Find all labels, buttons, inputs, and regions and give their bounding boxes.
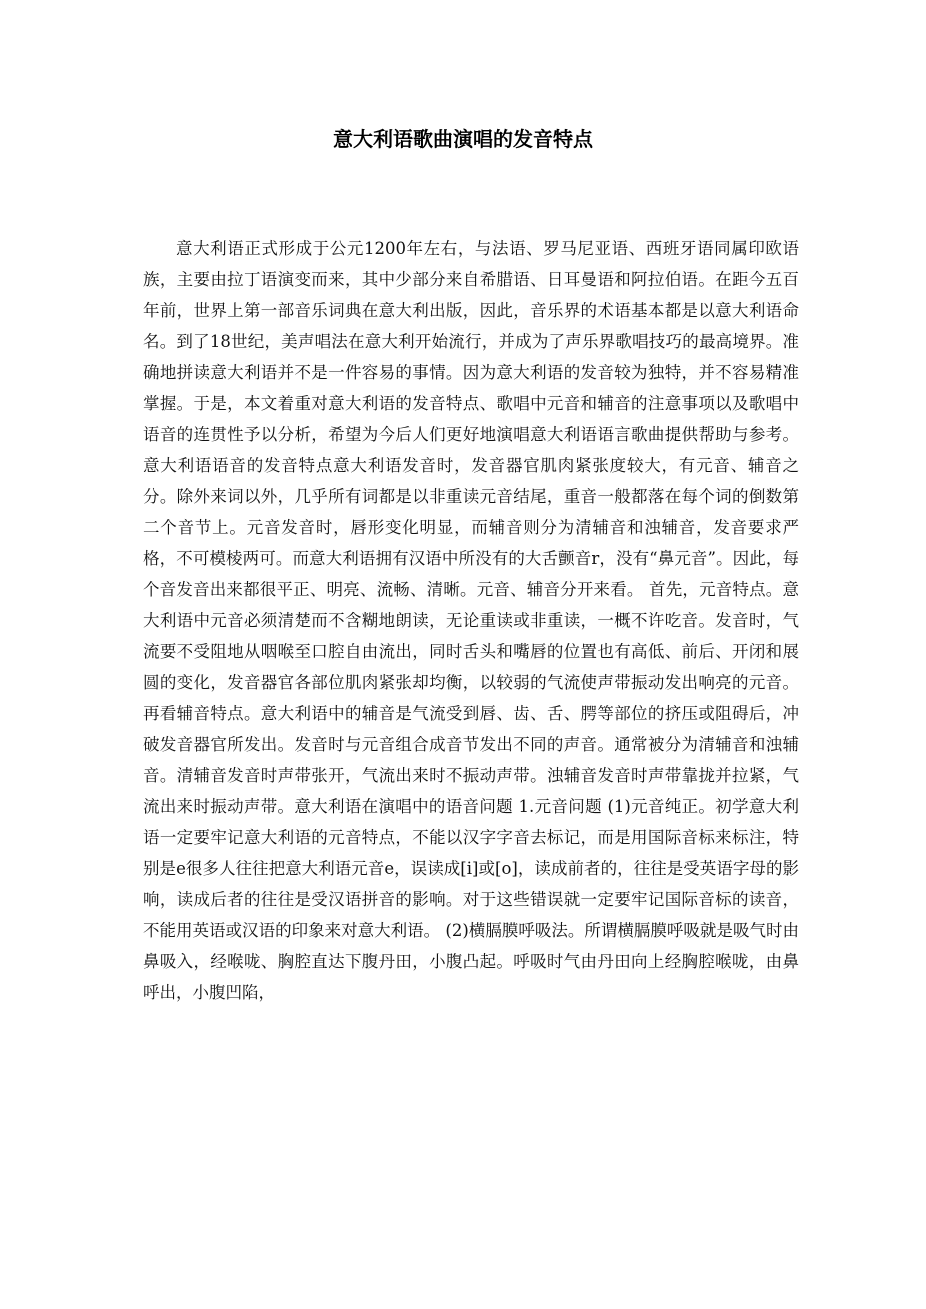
document-title: 意大利语歌曲演唱的发音特点 (333, 127, 593, 151)
document-body-paragraph: 意大利语正式形成于公元1200年左右，与法语、罗马尼亚语、西班牙语同属印欧语族，主要由拉丁语演变而来，其中少部分来自希腊语、日耳曼语和阿拉伯语。在距今五百年前，世界上第一部音乐词典在意大利出版，因此，音乐界的术语基本都是以意大利语命名。到了18世纪，美声唱法在意大利开始流行，并成为了声乐界歌唱技巧的最高境界。准确地拼读意大利语并不是一件容易的事情。因为意大利语的发音较为独特，并不容易精准掌握。于是，本文着重对意大利语的发音特点、歌唱中元音和辅音的注意事项以及歌唱中语音的连贯性予以分析，希望为今后人们更好地演唱意大利语语言歌曲提供帮助与参考。意大利语语音的发音特点意大利语发音时，发音器官肌肉紧张度较大，有元音、辅音之分。除外来词以外，几乎所有词都是以非重读元音结尾，重音一般都落在每个词的倒数第二个音节上。元音发音时，唇形变化明显，而辅音则分为清辅音和浊辅音，发音要求严格，不可模棱两可。而意大利语拥有汉语中所没有的大舌颤音r，没有“鼻元音”。因此，每个音发音出来都很平正、明亮、流畅、清晰。元音、辅音分开来看。 首先，元音特点。意大利语中元音必须清楚而不含糊地朗读，无论重读或非重读，一概不许吃音。发音时，气流要不受阻地从咽喉至口腔自由流出，同时舌头和嘴唇的位置也有高低、前后、开闭和展圆的变化，发音器官各部位肌肉紧张却均衡，以较弱的气流使声带振动发出响亮的元音。再看辅音特点。意大利语中的辅音是气流受到唇、齿、舌、腭等部位的挤压或阻碍后，冲破发音器官所发出。发音时与元音组合成音节发出不同的声音。通常被分为清辅音和浊辅音。清辅音发音时声带张开，气流出来时不振动声带。浊辅音发音时声带靠拢并拉紧，气流出来时振动声带。意大利语在演唱中的语音问题 1.元音问题 (1)元音纯正。初学意大利语一定要牢记意大利语的元音特点，不能以汉字字音去标记，而是用国际音标来标注，特别是e很多人往往把意大利语元音e，误读成[i]或[o]，读成前者的，往往是受英语字母的影响，读成后者的往往是受汉语拼音的影响。对于这些错误就一定要牢记国际音标的读音，不能用英语或汉语的印象来对意大利语。 (2)横膈膜呼吸法。所谓横膈膜呼吸就是吸气时由鼻吸入，经喉咙、胸腔直达下腹丹田，小腹凸起。呼吸时气由丹田向上经胸腔喉咙，由鼻呼出，小腹凹陷， (143, 239, 799, 1002)
